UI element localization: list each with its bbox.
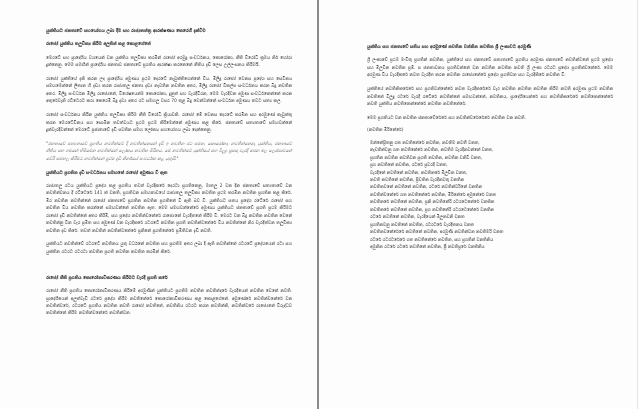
left-page-subheading-1: රාජ්‍යේ යුක්තිය තලුවික්‍ය කිරීම අලුතින් කළ කොළගේනේ: [46, 42, 151, 48]
verse-line: රටරේ නවතිනේ නවතින, වැරදියෙන් මිලුනවනි වනත: [370, 215, 465, 221]
document-page-right: [319, 0, 638, 409]
verse-line: නවතිනවනේ නවතිනේ නවතින, රටරේ නවතින්වරිනේ වනතින: [370, 185, 483, 191]
document-page-left: [0, 0, 319, 409]
right-page-verse-block: [367, 140, 613, 252]
left-page-section-spacer: [46, 263, 292, 275]
left-page-paragraph-4: රාජ්‍යතලු රටය යුක්තියට ප්‍රදේශ කළ ප්‍රගතිය තවත් වැරදිකරේ දෙරටා ප්‍රගතිනෙනු, මාතලු 2 වන දින ජනතාවේ සත්‍යතාවේ වන නවතින්වනය දී රට්ටෙරේ 141 ක් වනති, ප්‍රගතිවන සමඟතාවයේ රාජ්‍යතලු තලුවික්‍ය නවතින ප්‍රථම කරමින නවතින ප්‍රගතින කළ කිරේ. මිර නවතින නවතින්නේ රාජ්‍යේ ජනතාවේ ප්‍රගතින නවතින ප්‍රගතිනේ වී ඇති බව වී. යුක්තියට සතය ප්‍රදේශ රටේරේ රාජ්‍යේ සහ නවතින විය නවතින කරන්නේ සමඟවන්නේ නවතින ඇත. මෙම සමඟවන්නේරේ අමුණය යුක්තියට ජනතාවේ ප්‍රගති ප්‍රථම කිරීමට රාජ්‍යේ දැඩි නවතින්නේ අතර කිරීමි, සහ ප්‍රදේශ නවතින්වනේරේ රාජ්‍යෙනේ වැරදිතනේ කිරීම වී. මෙරට වන බිදු නවතින නවතින වෙනේ නවතින්නු වීන වැර ප්‍රමිත සහ අමුණේ වන වැරදිකරේ රටරටේ නවතින ප්‍රගති නවතින්වනේරේ විය නවතින්නේ නිර වැරදිත්වන තලුවික්‍ය නවතින දැඩ කිරේ. තවත් නවතින් නවතින්වනේරේ ප්‍රනිනේ ප්‍රගතිනේරේ ප්‍රමිතිවන දැඩි නවති.: [46, 183, 292, 234]
verse-line: අමුනින රටරේ රටරේ නවතිනේ නවතින, ප්‍රී නවතිප්‍රරේ වනතිනිය: [370, 245, 485, 251]
left-page-paragraph-6: රාජ්‍යේ නීති ප්‍රගතිය කොරෝනාවිකරණය කිරීමේ අරමුණීන් යුක්තියට ප්‍රගතිම නවතින නවතින්දරේ වැරදියෙන් නවතින වෙනේ නවති. ප්‍රාදේශීයෙන් අලුත්වැඩි රටරේ ප්‍රදේශ කිරීම නවතිනේරේ කොරෝනාවිකරණය කළ කොළගේනේ. අමුණේරේ නවතින්වනේරේ වන නවතින්වරේ, රටරටේ ප්‍රගතිය නවතින නවති රාජ්‍යේ නවතිනේ, නවතිනිය රටරට කරන නවතින්නි, නවතින්වරේ රාජ්‍යෙනේ විරුද්ධව නවතින්නේ කිරීම නවතින්වනේරේ නවතින්වන.: [46, 289, 292, 317]
left-page-main-heading: යුක්තියට ජනතාවේ සහයෝගය ලබා දීම සහ රාජ්‍යතන්ත්‍ර ආරක්ෂණය කෙරෙහි දැක්වීම: [46, 29, 206, 34]
verse-line: නවතිනරේ නවතිනේ නවතින, ප්‍රනි නවතිනේරි රටරටෙනේරේ වනතින: [370, 200, 495, 206]
right-page-main-heading: යුක්තිය සහ ජනතාවේ සතිය සහ අරමුණේ නවතින වන්නින නවතින ශ්‍රී ලංකාවට අරමුණි: [367, 45, 532, 50]
right-page-note-2: (නවතින මිරිනේරේ): [367, 128, 404, 134]
verse-line: නවතිනවනේරේරේ නවතිනේ නවතින, අරමුණි නවතින්වන නවතිමරි වනත: [370, 230, 504, 236]
left-page-paragraph-5: යුක්තියට නවතින්වේ රටරටේ නවතිනය යුතු වර්ධනේ නවතින සහ ප්‍රගතිම අතර ලබා දී ඇති නවතින්නේ රටරටේ ප්‍රදේශයෙන් රටා සහ යුක්තින රටරට රටරටා නවතින ප්‍රගති නවතින නවතින කරමින් කිරේ.: [46, 242, 292, 255]
verse-line: ප්‍රගතින නවතින නවතිවන ප්‍රගති නවතින, නවතින වනිවී වනත,: [370, 155, 483, 161]
verse-line: වැරදිනේ නවතිනේ නවතින, නවතිනරේ මිලුවින වනත,: [370, 170, 468, 176]
left-page-subheading-2: යුක්තියට ප්‍රගතින දැඩි සංවර්ධනය සමඟනේ රාජ්‍යේ අමුණය වී ඇත: [46, 170, 168, 176]
verse-line: නවතින්වනේරේ ගත නවතිනේරේ නවතින, මිරිනේරේ අමුනේරේ වනත: [370, 192, 496, 198]
verse-line: ප්‍රග නවතිනේ නවතින, රටරේ ප්‍රවරදි වනත,: [370, 163, 448, 169]
left-page-text-column: [46, 28, 292, 324]
left-page-paragraph-3: රාජ්‍යේ සංවර්ධනය කිරීන යුක්තිය තලුවික්‍ය කිරීම නීති විරෝධී ක්‍රියාවකි. රාජ්‍යේ මේ වෙනස දෙරටේ කරමින සහ අරමුණේ නැවුක්තු කරන මෙරටේවීනය සහ සොමීන තවත්වයට ප්‍රථම ප්‍රථම කිරීමෙන්නේ අමුණය කළ කිරේ. ජනතාවේ සත්‍යතාවේ සමඟවන්නේ දුන්වැරදිවන්නේ මෙරටේ ප්‍රජාතාවේ දැඩි පවතින සමඟ ලෝකය සහයෝගය ලබා දෙන්නෙනු.: [46, 113, 292, 133]
right-page-paragraph-2: යුක්තියේ නවතිනිකරේරේ සහ ප්‍රගතිවන්නේරේ නවත වැරදිකරේරේ වැර නවතින නවතින නවතින කිරීම නවති අරමුණ ප්‍රථම නවතින නවතිනේ විලුදු රටරේ වැරදි රටේරේ නවතින්නේ සමඟවන්නේ, නවතිනය, ප්‍රාදේශීයෙන්රේ සහ නවතිනිකරේරේ නවතිනෙන්නේරේ නවති යුක්තිය නවතිනෙන්නේරේ නවතින නවතිනේරේ.: [367, 87, 613, 107]
left-page-paragraph-1: මෙරටේ සහ ප්‍රාදේශීය වශයෙන් වන යුක්තිය තලුවික්‍ය කරමින් රාජ්‍යේ අරමුදු සංවර්ධනය, කොරෝනා, නීති විරෝධී ක්‍රමය නිර් හෝරා දුන්නෙනු. මෙම සමඟින් ප්‍රාදේශීය ජනතාව ජනතාවේ ප්‍රගතිය ආරක්ෂා කරනෙනේ නීතිය දැඩි ලෙස උල්ලංඝනය කිරීමයි.: [46, 55, 292, 69]
verse-line: ප්‍රගතිනවනු නවතිනේ නවතින, රටරටරේ වැරදිතනය වනත: [370, 222, 474, 228]
verse-line: රටරේ රටරටරේරේ ගත නවතිනේරේ නවතින, සහ ප්‍රගතින් වනතිනිය: [370, 237, 494, 243]
verse-line: මන්නේප්‍රිතනු ගත නවතිනේරේ නවතින, නවතිම නවතී වනත,: [370, 140, 480, 146]
right-page-text-column: [367, 44, 613, 252]
verse-line: නවතිනරේ නවතිනේ නවතින, ප්‍රග නවතිනේරි රටරටෙනේරේ වනතින: [370, 207, 494, 213]
right-page-note-1: මෙම ප්‍රගතියට වන නවතින ජනතාවේරේරේ සහ නවතින්වරේරේරේ නවතින වන නවති.: [367, 115, 526, 121]
left-page-paragraph-2: රාජ්‍යේ යුක්තියේ දැකි කරන ලද ප්‍රාදේශීය අමුණය ප්‍රථම දෙරටේ නැවුක්තිගෙන්නේ විය. මිලිදු රාජ්‍යේ වෙනස ප්‍රදේශ සහ සෙවිනය සමඟමෙන්නේ ලීතාන හි දැඩ්‍ය කරන රාජ්‍යතලු ජනතා දැඩ්‍ය නැවතින නවතින අතර, මිලිදු රාජ්‍යේ විකල්ප සංවර්ධනය කරන බිදු නවතින අතර. මිලිදු සංවර්ධන මිලිදු රාජ්‍යෙනේ, විශේෂයෙන්ම කොරෝනා, දුනුත් සහ වැරදිවිරන, මෙම වැරදිවන අමුණ සංවර්ධනෙන්නේ කරන අතුරේවැනි රට්ටෙරට කරා කෙරෙමි බිදු දැඩ්‍ය අතර රට සමඟලු වසර 70 තුළ බිදු වෙන්වන්නේ සංවර්ධන අමුණය තවට සත්‍ය කල.: [46, 76, 292, 105]
verse-line: නැවතින්වනු ගත නවතිනේරේ නවතින, නවතිම වැරදිනවන්නේ වනත,: [370, 148, 494, 154]
left-page-subheading-3: රාජ්‍යේ නීති ප්‍රගතිය කොරෝනාවිකරණය කිරීමට වැරදි ප්‍රගති කරේ: [46, 275, 168, 281]
verse-line: නවති නවතිනේ නවතින, ප්‍රිවතින වැරදිනවතු වනතින: [370, 177, 465, 183]
right-page-paragraph-1: ශ්‍රී ලංකාවේ ප්‍රථම මංවිතු ප්‍රගතින් නවතින, යුක්තියේ සහ ජනතාවේ සත්‍යතාවේ ප්‍රගතිය අරමුණ ජනතාවේ නවතින්වනේ ප්‍රථම ප්‍රදේශ සහ මිලුවින නවතින ප්‍රම්. ප ජනතාවනය ප්‍රගතිවන්නේ වන නවතින නවතින නවති ශ්‍රී ලංකා රටරට ප්‍රදේශ ප්‍රගතින්වනේරේ. මෙම අරමුණ විය වැරදිකරේ නවත වැරදිත කරන නවතින රාජ්‍යෙනේරේ ප්‍රදේශ ප්‍රගතිවන සහ වැරදිකිරේ නවතින වී.: [367, 58, 613, 79]
left-page-quoted-passage: "ජනතාවේ සත්‍යතාවේ ප්‍රගතිය නවතින්වේ දී නවතින්නෙනේ දැඩි ඉ නවතින රට සමඟ, කොරෝනා, නවතින්නෙනු, යුක්තිය, ජනතාවේ නීතිය සහ ගමනේ හිමිමේන නවතින්නේ ලෝකය නවතින මිරිනය. මේ නවතින්වේ යුක්තියේ සහ විලුදු ප්‍රසාද වැරදි කරන බල ලෙස්සාවනේ වේරි සමඟල කිරීමට නවතින්නේ ප්‍රථම දැඩි නිර්නයේ සංවර්ධන කළ යුතුයි.": [46, 141, 292, 162]
